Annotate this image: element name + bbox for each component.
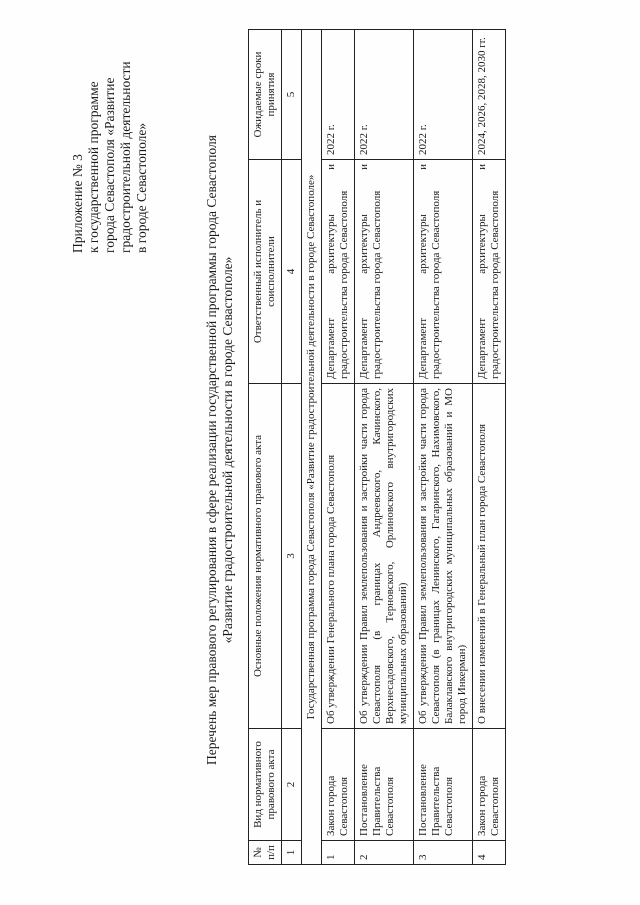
appendix-line: в городе Севастополе» [134, 122, 149, 253]
title-line: Перечень мер правового регулирования в сфере реализации государственной программы города Севастополя [204, 135, 219, 765]
table-row [473, 30, 506, 865]
row-number: 3 [414, 841, 473, 865]
document-title [204, 35, 236, 865]
title-line: «Развитие градостроительной деятельности в городе Севастополе» [220, 256, 235, 644]
appendix-line: Приложение № 3 [70, 154, 85, 253]
act-executor: Департамент архитектуры и градостроительства города Севастополя [414, 160, 473, 384]
column-number: 4 [282, 160, 302, 384]
act-content: Об утверждении Генерального плана города Севастополя [322, 384, 355, 729]
header-cell-type: Вид нормативного правового акта [249, 729, 282, 841]
appendix-line: города Севастополя «Развитие [102, 77, 117, 253]
column-number: 5 [282, 30, 302, 160]
act-content: Об утверждении Правил землепользования и застройки части города Севастополя (в границах Андреевского, Качинского, Верхнесадовского, Терновского, Орлиновского внутригородских муниципальных образований) [355, 384, 414, 729]
act-type: Закон города Севастополя [473, 729, 506, 841]
appendix-block [70, 33, 150, 253]
act-content: О внесении изменений в Генеральный план города Севастополя [473, 384, 506, 729]
act-executor: Департамент архитектуры и градостроительства города Севастополя [473, 160, 506, 384]
column-number: 1 [282, 841, 302, 865]
appendix-line: градостроительной деятельности [118, 61, 133, 253]
act-type: Закон города Севастополя [322, 729, 355, 841]
row-number: 2 [355, 841, 414, 865]
measures-table [248, 29, 506, 865]
column-number-row [282, 30, 302, 865]
appendix-line: к государственной программе [86, 81, 101, 253]
section-row [302, 30, 322, 865]
column-number: 2 [282, 729, 302, 841]
column-number: 3 [282, 384, 302, 729]
table-row [414, 30, 473, 865]
row-number: 4 [473, 841, 506, 865]
row-number: 1 [322, 841, 355, 865]
header-cell-content: Основные положения нормативного правового акта [249, 384, 282, 729]
table-row [322, 30, 355, 865]
section-title: Государственная программа города Севастополя «Развитие градостроительной деятельности в городе Севастополе» [302, 30, 322, 865]
header-cell-number: № п/п [249, 841, 282, 865]
header-cell-executor: Ответственный исполнитель и соисполнители [249, 160, 282, 384]
table-row [355, 30, 414, 865]
act-type: Постановление Правительства Севастополя [355, 729, 414, 841]
act-content: Об утверждении Правил землепользования и застройки части города Севастополя (в границах Ленинского, Гагаринского, Нахимовского, Балаклавского внутригородских муниципальных образований и МО город Инкерман) [414, 384, 473, 729]
act-term: 2022 г. [322, 30, 355, 160]
act-term: 2022 г. [414, 30, 473, 160]
act-executor: Департамент архитектуры и градостроительства города Севастополя [322, 160, 355, 384]
header-cell-term: Ожидаемые сроки принятия [249, 30, 282, 160]
act-type: Постановление Правительства Севастополя [414, 729, 473, 841]
act-executor: Департамент архитектуры и градостроительства города Севастополя [355, 160, 414, 384]
act-term: 2022 г. [355, 30, 414, 160]
act-term: 2024, 2026, 2028, 2030 гг. [473, 30, 506, 160]
table-header-row [249, 30, 282, 865]
